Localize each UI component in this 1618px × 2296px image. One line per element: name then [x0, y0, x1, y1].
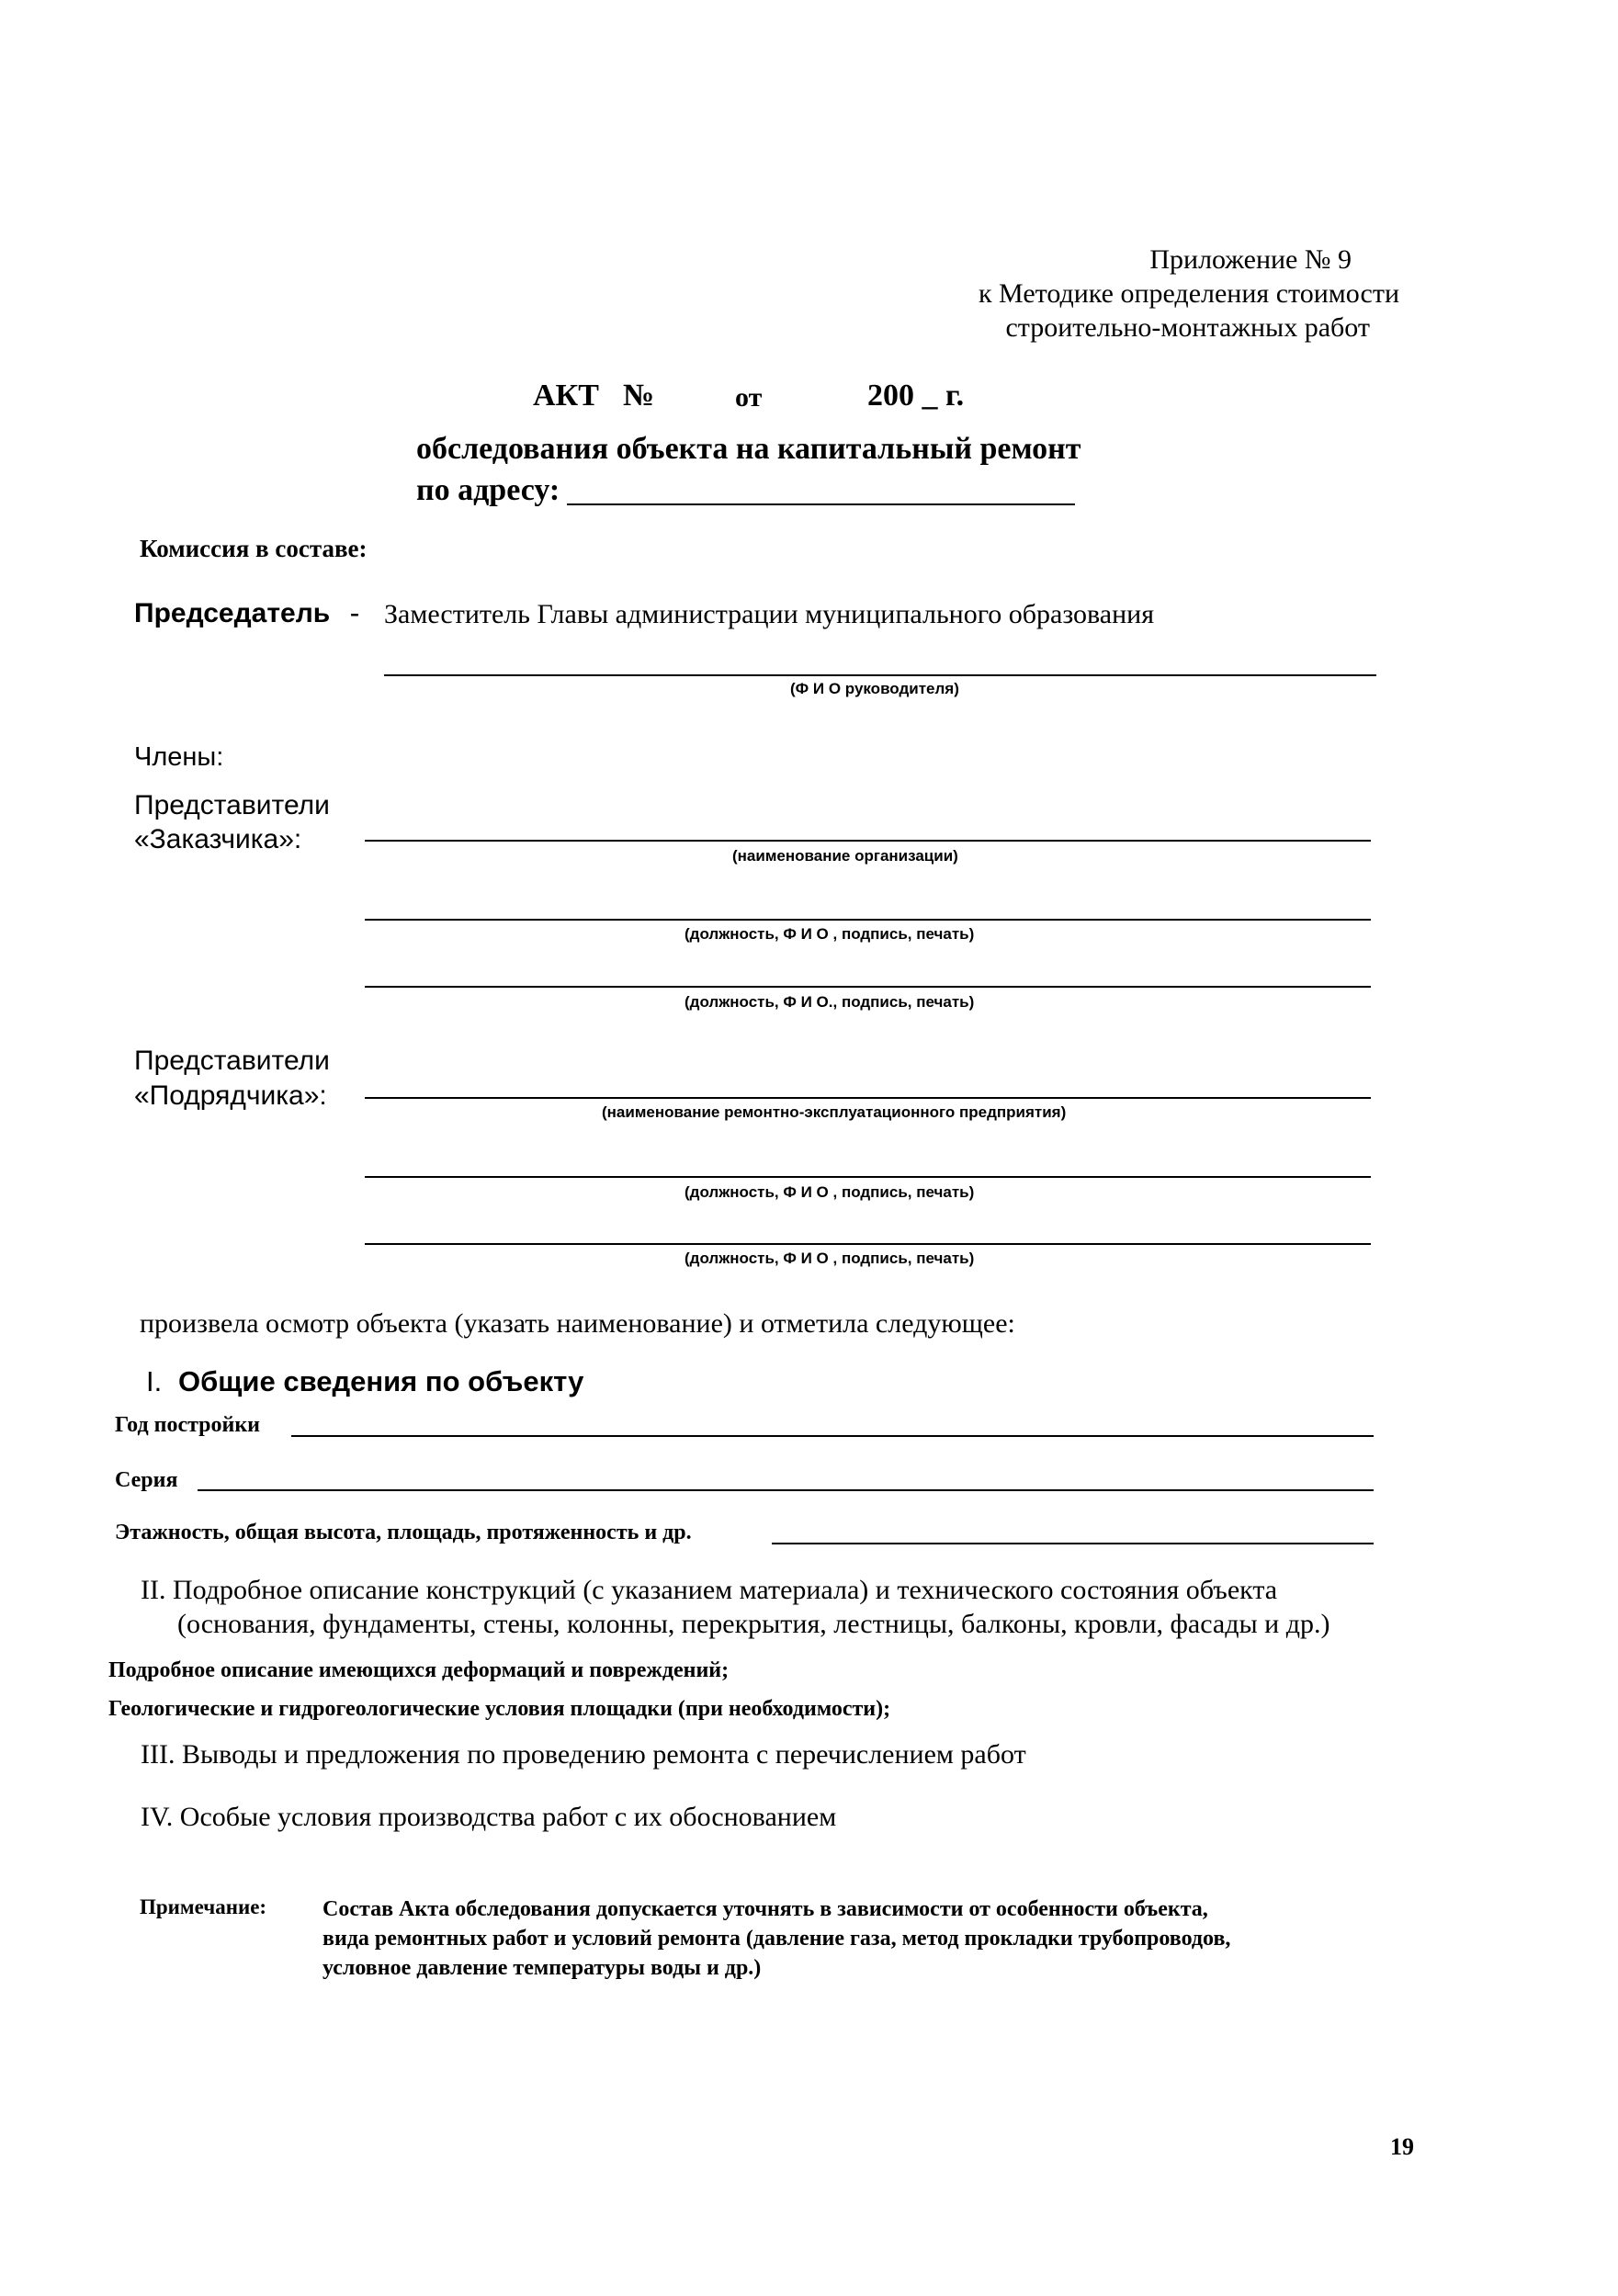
chairman-label: Председатель [134, 598, 331, 628]
note-line: Состав Акта обследования допускается уточнять в зависимости от особенности объекта, [322, 1897, 1208, 1921]
akt-title: АКТ [533, 379, 599, 413]
field-series-label: Серия [115, 1468, 178, 1492]
akt-subtitle: обследования объекта на капитальный ремонт [416, 432, 1081, 466]
commission-label: Комиссия в составе: [140, 535, 368, 562]
contractor-label: Представители [134, 1046, 330, 1076]
akt-date-from: от [735, 382, 763, 413]
chairman-position: Заместитель Главы администрации муниципального образования [384, 599, 1154, 629]
page-number: 19 [1390, 2133, 1414, 2160]
customer-org-caption: (наименование организации) [732, 847, 958, 865]
customer-signature-line [365, 986, 1371, 988]
customer-signature-caption: (должность, Ф И О , подпись, печать) [685, 925, 975, 943]
customer-org-line [365, 840, 1371, 842]
appendix-methodology: к Методике определения стоимости [978, 278, 1399, 309]
field-floors-line [772, 1543, 1374, 1544]
geology-text: Геологические и гидрогеологические условия площадки (при необходимости); [108, 1697, 891, 1721]
note-text [322, 1894, 1230, 1983]
contractor-org-line [365, 1097, 1371, 1099]
akt-number-sign: № [623, 379, 655, 413]
section-3-title: III. Выводы и предложения по проведению ремонта с перечислением работ [141, 1739, 1026, 1770]
section-4-title: IV. Особые условия производства работ с их обоснованием [141, 1802, 837, 1832]
section-2-detail: (основания, фундаменты, стены, колонны, перекрытия, лестницы, балконы, кровли, фасады и др.) [177, 1609, 1330, 1639]
appendix-number: Приложение № 9 [1149, 244, 1352, 275]
note-line: условное давление температуры воды и др.) [322, 1956, 762, 1980]
section-1-number: I. [146, 1365, 163, 1397]
address-label: по адресу: [416, 473, 560, 507]
field-year-label: Год постройки [115, 1413, 261, 1437]
note-line: вида ремонтных работ и условий ремонта (давление газа, метод прокладки трубопроводов, [322, 1927, 1231, 1951]
contractor-signature-line [365, 1243, 1371, 1245]
contractor-org-caption: (наименование ремонтно-эксплуатационного предприятия) [602, 1103, 1067, 1121]
customer-label: Представители [134, 790, 330, 820]
members-label: Члены: [134, 742, 224, 772]
field-floors-label: Этажность, общая высота, площадь, протяженность и др. [115, 1521, 692, 1544]
customer-signature-line [365, 919, 1371, 921]
address-line [567, 503, 1075, 505]
field-year-line [291, 1435, 1374, 1437]
appendix-works: строительно-монтажных работ [1005, 312, 1370, 343]
section-1-title: Общие сведения по объекту [178, 1365, 584, 1397]
customer-label-quoted: «Заказчика»: [134, 824, 302, 854]
chairman-line [384, 674, 1376, 676]
section-2-title: II. Подробное описание конструкций (с указанием материала) и технического состояния объекта [141, 1575, 1278, 1605]
customer-signature-caption: (должность, Ф И О., подпись, печать) [685, 993, 975, 1011]
contractor-signature-line [365, 1176, 1371, 1178]
note-label: Примечание: [140, 1895, 267, 1918]
inspection-statement: произвела осмотр объекта (указать наименование) и отметила следующее: [140, 1308, 1015, 1339]
akt-year: 200 _ г. [867, 379, 965, 413]
field-series-line [198, 1489, 1374, 1491]
contractor-signature-caption: (должность, Ф И О , подпись, печать) [685, 1183, 975, 1201]
contractor-signature-caption: (должность, Ф И О , подпись, печать) [685, 1250, 975, 1267]
contractor-label-quoted: «Подрядчика»: [134, 1080, 327, 1111]
chairman-caption: (Ф И О руководителя) [790, 680, 959, 697]
chairman-dash: - [350, 597, 359, 628]
deformations-text: Подробное описание имеющихся деформаций и повреждений; [108, 1658, 730, 1682]
